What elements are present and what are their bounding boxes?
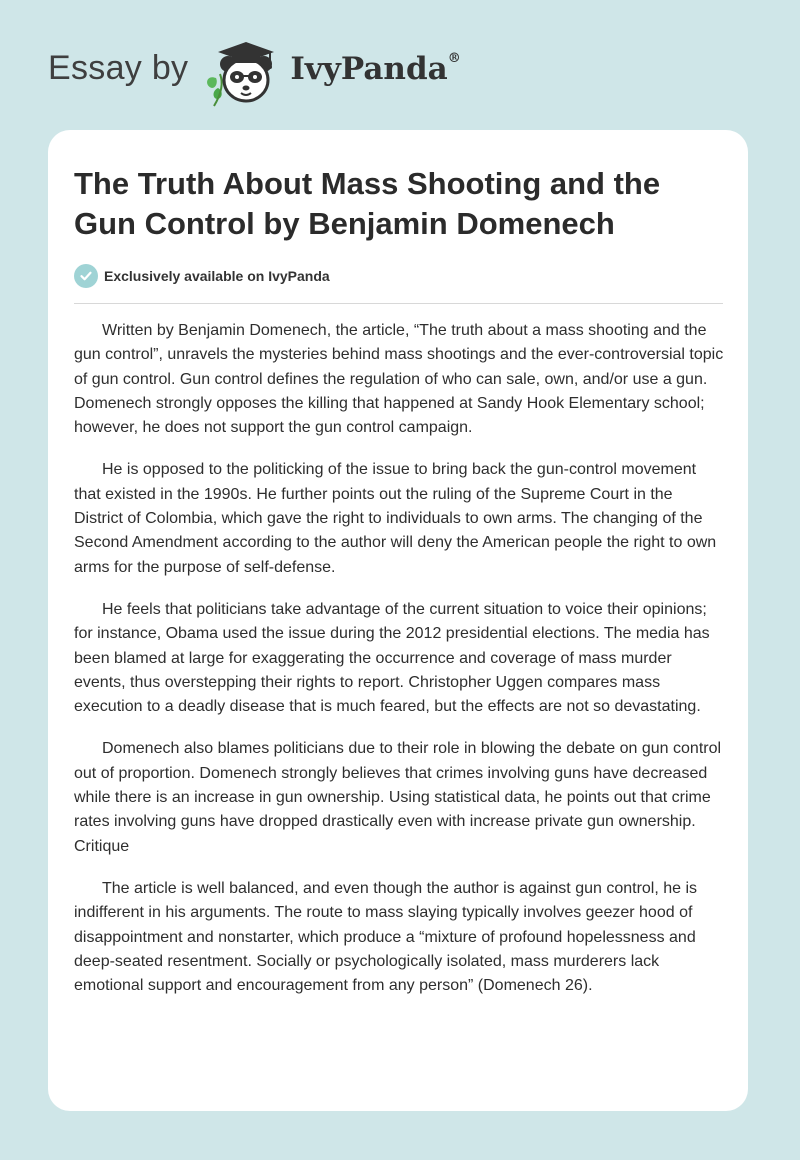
paragraph: He is opposed to the politicking of the issue to bring back the gun-control movement that existed in the 1990s. He further points out the ruling of the Supreme Court in the District of Colombia, which gave the right to individuals to own arms. The changing of the Second Amendment according to the author will deny the American people the right to own arms for the purpose of self-defense. [74,461,717,576]
essay-body [74,319,724,1016]
brand-name[interactable]: IvyPanda® [290,50,461,87]
exclusive-label: Exclusively available on IvyPanda [104,268,330,284]
exclusive-badge [74,264,330,288]
paragraph: Domenech also blames politicians due to their role in blowing the debate on gun control out of proportion. Domenech strongly believes that crimes involving guns have decreased while there is an increase in gun ownership. Using statistical data, he points out that crime rates involving guns have dropped drastically even with increase private gun ownership. Critique [74,740,722,855]
divider [74,303,723,304]
registered-mark: ® [447,50,461,66]
site-header [48,30,461,110]
essay-by-label: Essay by [48,48,189,87]
paragraph: He feels that politicians take advantage of the current situation to voice their opinions; for instance, Obama used the issue during the 2012 presidential elections. The media has been blamed at large for exaggerating the occurrence and coverage of mass murder events, thus overstepping their rights to report. Christopher Uggen compares mass execution to a deadly disease that is much feared, but the effects are not so devastating. [74,600,710,716]
essay-card [48,130,748,1111]
page-title: The Truth About Mass Shooting and the Gun Control by Benjamin Domenech [74,166,661,241]
checkmark-icon [74,264,98,288]
panda-graduate-icon[interactable] [202,30,286,110]
paragraph: Written by Benjamin Domenech, the article, “The truth about a mass shooting and the gun control”, unravels the mysteries behind mass shootings and the ever-controversial topic of gun control. Gun control defines the regulation of who can sale, own, and/or use a gun. Domenech strongly opposes the killing that happened at Sandy Hook Elementary school; however, he does not support the gun control campaign. [74,322,724,437]
paragraph: The article is well balanced, and even though the author is against gun control, he is indifferent in his arguments. The route to mass slaying typically involves geezer hood of disappointment and nonstarter, which produce a “mixture of profound hopelessness and deep-seated resentment. Socially or psychologically isolated, mass murderers lack emotional support and encouragement from any person” (Domenech 26). [74,879,698,995]
